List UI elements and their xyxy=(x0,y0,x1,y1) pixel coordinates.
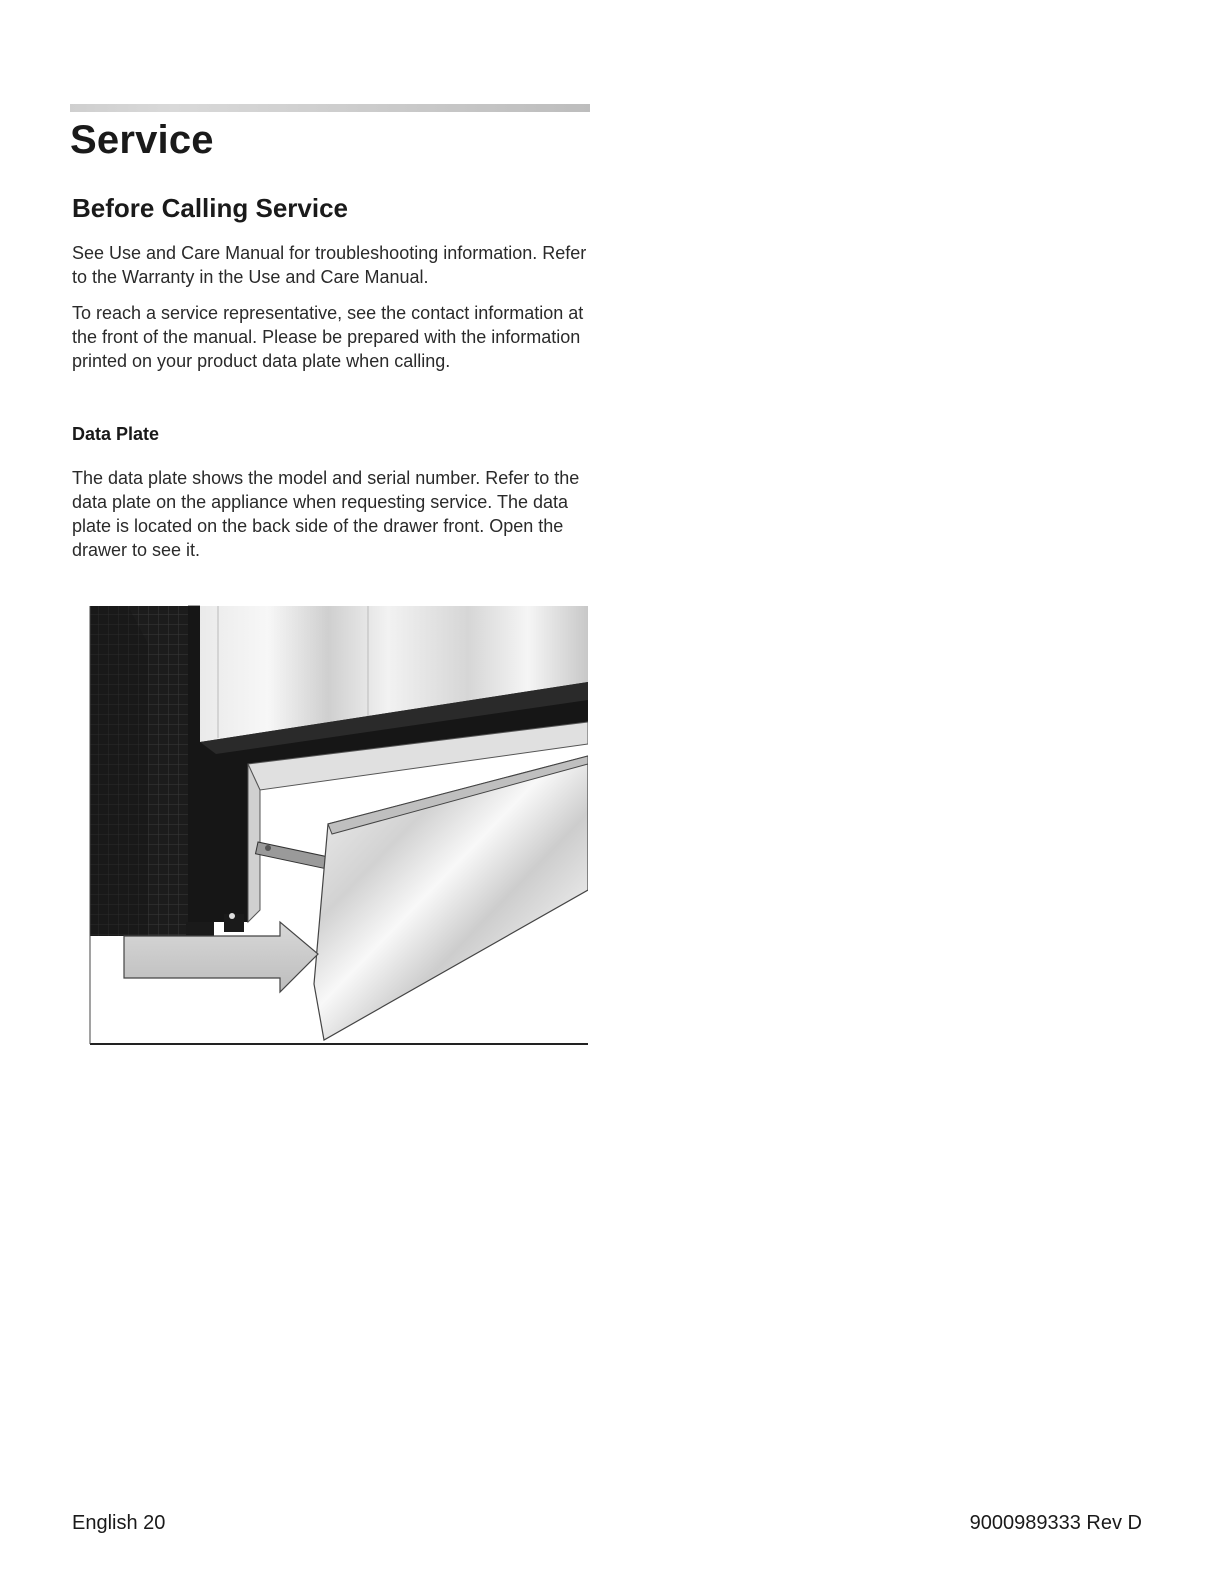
drawer-open-illustration-icon xyxy=(88,604,588,1046)
paragraph-data-plate: The data plate shows the model and serial number. Refer to the data plate on the appliance when requesting service. The data plate is located on the back side of the drawer front. Open the drawer to see it. xyxy=(72,468,580,560)
section-heading: Before Calling Service xyxy=(72,193,348,223)
paragraph-troubleshooting: See Use and Care Manual for troubleshooting information. Refer to the Warranty in the Use and Care Manual. xyxy=(72,243,587,287)
page-title: Service xyxy=(70,118,214,162)
drawer-illustration xyxy=(88,604,588,1046)
paragraph-service-contact: To reach a service representative, see the contact information at the front of the manual. Please be prepared with the information printed on your product data plate when calling. xyxy=(72,303,584,371)
footer-doc-number: 9000989333 Rev D xyxy=(969,1512,1142,1534)
subheading-data-plate: Data Plate xyxy=(72,424,160,444)
title-rule xyxy=(70,104,590,112)
footer-page-label: English 20 xyxy=(72,1512,166,1534)
